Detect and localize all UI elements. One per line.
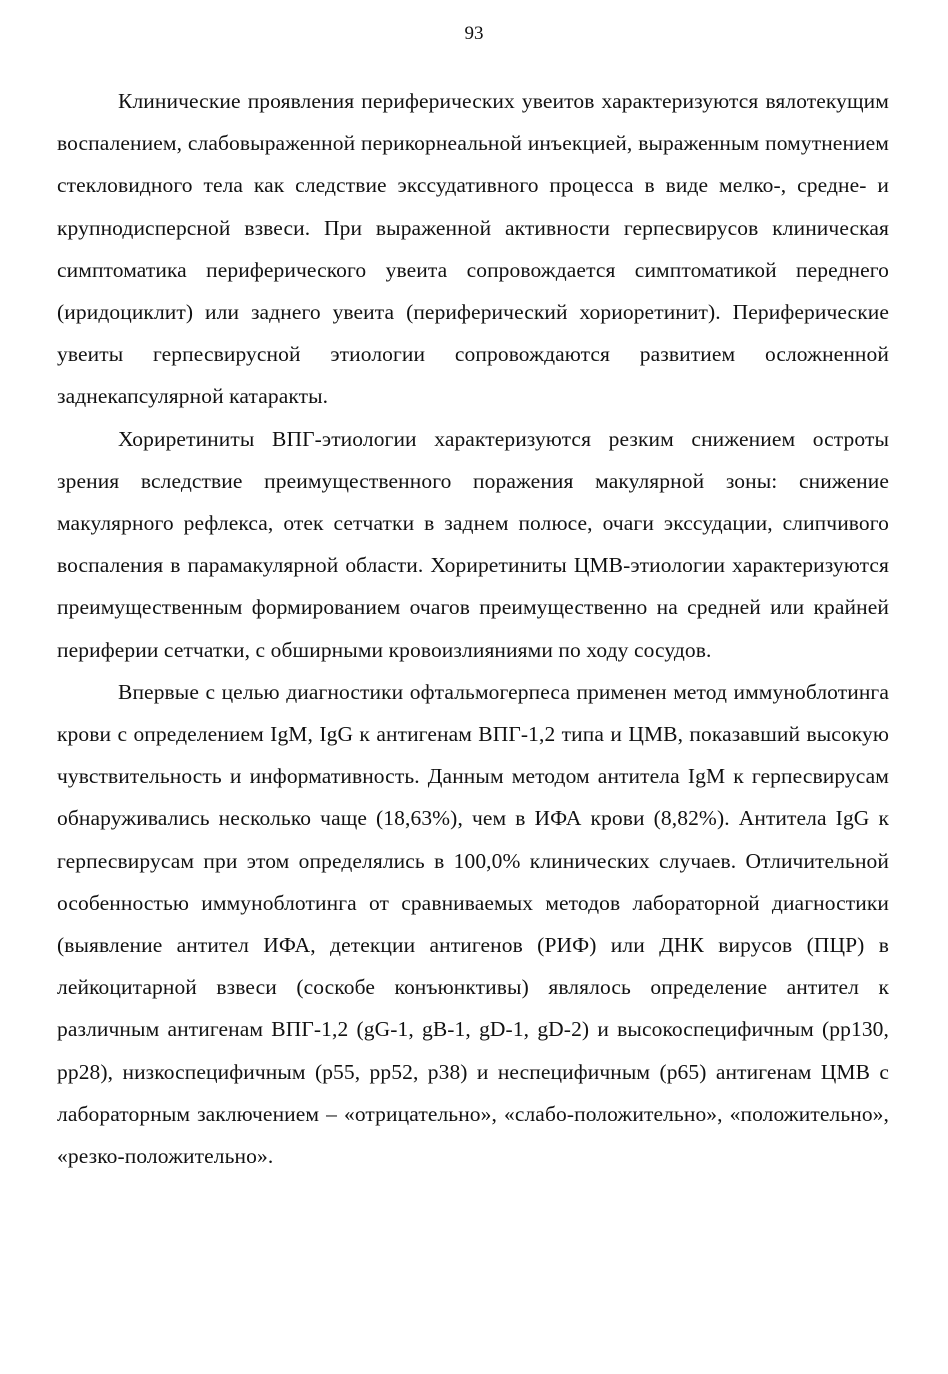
paragraph-chorioretinitis: Хориретиниты ВПГ-этиологии характеризуются резким снижением остроты зрения вследствие преимущественного поражения макулярной зоны: снижение макулярного рефлекса, отек сетчатки в заднем полюсе, очаги экссудации, слипчивого воспаления в парамакулярной области. Хориретиниты ЦМВ-этиологии характеризуются преимущественным формированием очагов преимущественно на средней или крайней периферии сетчатки, с обширными кровоизлияниями по ходу сосудов. xyxy=(57,426,889,662)
paragraph-peripheral-uveitis: Клинические проявления периферических увеитов характеризуются вялотекущим воспалением, слабовыраженной перикорнеальной инъекцией, выраженным помутнением стекловидного тела как следствие экссудативного процесса в виде мелко-, средне- и крупнодисперсной взвеси. При выраженной активности герпесвирусов клиническая симптоматика периферического увеита сопровождается симптоматикой переднего (иридоциклит) или заднего увеита (периферический хориоретинит). Периферические увеиты герпесвирусной этиологии сопровождаются развитием осложненной заднекапсулярной катаракты. xyxy=(57,89,889,409)
page-number: 93 xyxy=(464,23,484,44)
paragraph-immunoblotting: Впервые с целью диагностики офтальмогерпеса применен метод иммуноблотинга крови с определением IgM, IgG к антигенам ВПГ-1,2 типа и ЦМВ, показавший высокую чувствительность и информативность. Данным методом антитела IgM к герпесвирусам обнаруживались несколько чаще (18,63%), чем в ИФА крови (8,82%). Антитела IgG к герпесвирусам при этом определялись в 100,0% клинических случаев. Отличительной особенностью иммуноблотинга от сравниваемых методов лабораторной диагностики (выявление антител ИФА, детекции антигенов (РИФ) или ДНК вирусов (ПЦР) в лейкоцитарной взвеси (соскобе конъюнктивы) являлось определение антител к различным антигенам ВПГ-1,2 (gG-1, gB-1, gD-1, gD-2) и высокоспецифичным (pp130, pp28), низкоспецифичным (p55, pp52, p38) и неспецифичным (p65) антигенам ЦМВ с лабораторным заключением – «отрицательно», «слабо-положительно», «положительно», «резко-положительно». xyxy=(57,679,889,1169)
document-body xyxy=(57,80,889,1177)
